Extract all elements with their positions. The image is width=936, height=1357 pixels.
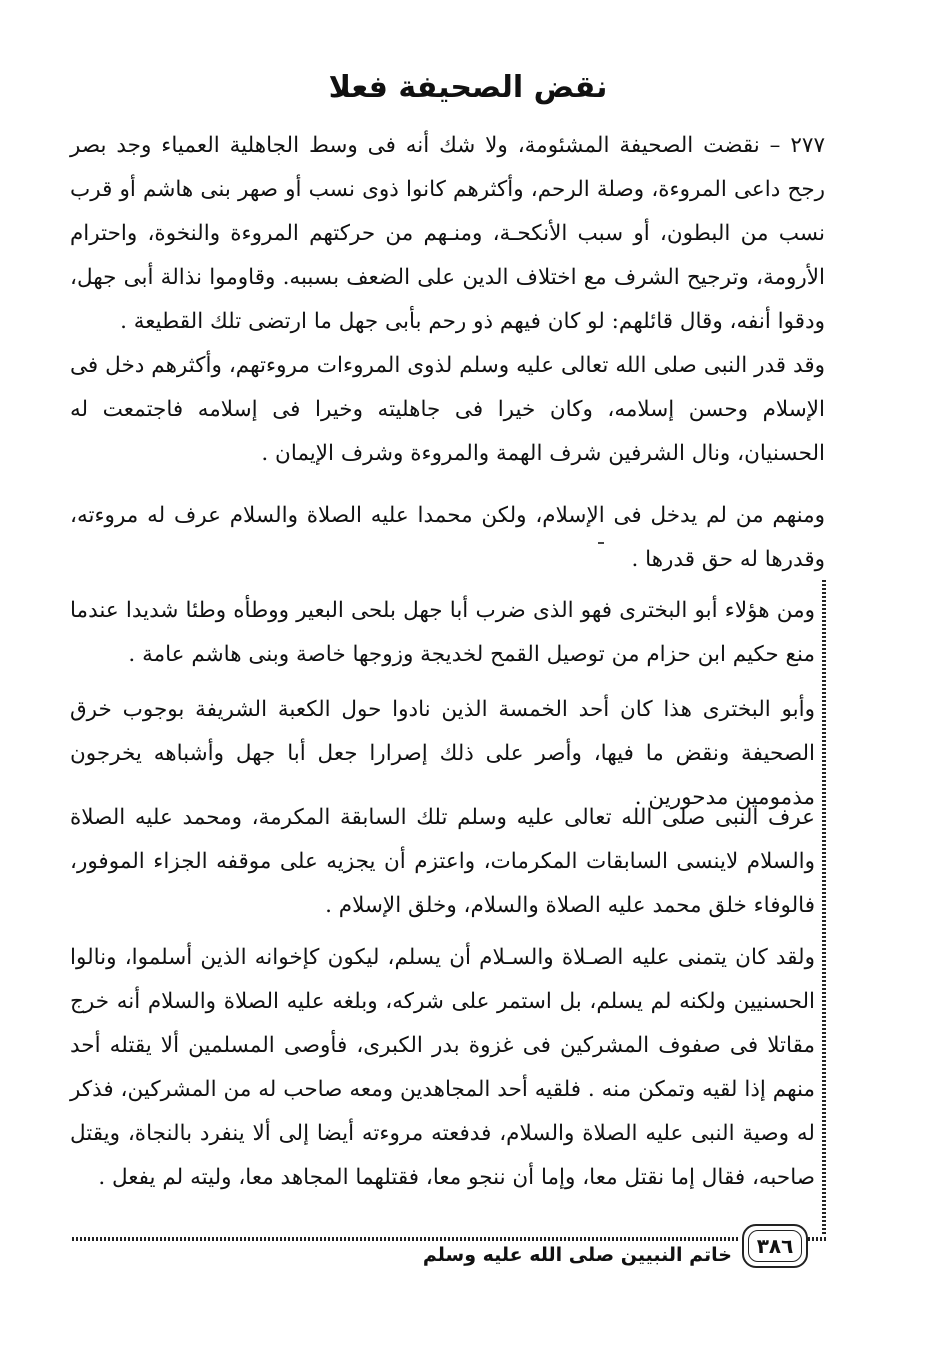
paragraph-2: وقد قدر النبى صلى الله تعالى عليه وسلم لذوى المروءات مروءتهم، وأكثرهم دخل فى الإسلام وحسن إسلامه، وكان خيرا فى جاهليته وخيرا فى إسلامه فاجتمعت له الحسنيان، ونال الشرفين شرف الهمة والمروءة وشرف الإيمان . <box>70 353 825 466</box>
section-title: نقض الصحيفة فعلا <box>328 70 608 105</box>
running-footer-title: خاتم النبيين صلى الله عليه وسلم <box>422 1244 732 1266</box>
page-number: ٣٨٦ <box>756 1234 794 1258</box>
paragraph-6: عرف النبى صلى الله تعالى عليه وسلم تلك السابقة المكرمة، ومحمد عليه الصلاة والسلام لاينسى السابقات المكرمات، واعتزم أن يجزيه على موقفه الجزاء الموفور، فالوفاء خلق محمد عليه الصلاة والسلام، وخلق الإسلام . <box>70 805 815 918</box>
paragraph-1: ٢٧٧ – نقضت الصحيفة المشئومة، ولا شك أنه فى وسط الجاهلية العمياء وجد بصر رجح داعى المروءة، وصلة الرحم، وأكثرهم كانوا ذوى نسب أو صهر بنى هاشم أو قرب نسب من البطون، أو سبب الأنكحـة، ومنـهم من حركتهم المروءة والنخوة، واحترام الأرومة، وترجيح الشرف مع اختلاف الدين على الضعف بسببه. وقاوموا نذالة أبى جهل، ودقوا أنفه، وقال قائلهم: لو كان فيهم ذو رحم بأبى جهل ما ارتضى تلك القطيعة . <box>70 133 825 334</box>
paragraph-5: وأبو البخترى هذا كان أحد الخمسة الذين نادوا حول الكعبة الشريفة بوجوب خرق الصحيفة ونقض ما فيها، وأصر على ذلك إصرارا جعل أبا جهل وأشباهه يخرجون مذمومين مدحورين . <box>70 697 815 810</box>
footer-dotted-rule-left <box>72 1237 740 1241</box>
paragraph-4: ومن هؤلاء أبو البخترى فهو الذى ضرب أبا جهل بلحى البعير ووطأه وطئا شديدا عندما منع حكيم ابن حزام من توصيل القمح لخديجة وزوجها خاصة وبنى هاشم عامة . <box>70 598 815 667</box>
margin-dotted-rule <box>822 580 826 1235</box>
scan-speck <box>598 542 604 544</box>
paragraph-3: ومنهم من لم يدخل فى الإسلام، ولكن محمدا عليه الصلاة والسلام عرف له مروءته، وقدرها له حق قدرها . <box>70 503 825 572</box>
paragraph-7: ولقد كان يتمنى عليه الصـلاة والسـلام أن يسلم، ليكون كإخوانه الذين أسلموا، ونالوا الحسنيين ولكنه لم يسلم، بل استمر على شركه، وبلغه عليه الصلاة والسلام أنه خرج مقاتلا فى صفوف المشركين فى غزوة بدر الكبرى، فأوصى المسلمين ألا يقتله أحد منهم إذا لقيه وتمكن منه . فلقيه أحد المجاهدين ومعه صاحب له من المشركين، فذكر له وصية النبى عليه الصلاة والسلام، فدفعته مروءته أيضا إلى ألا ينفرد بالنجاة، ويقتل صاحبه، فقال إما نقتل معا، وإما أن ننجو معا، فقتلهما المجاهد معا، وليته لم يفعل . <box>70 945 815 1190</box>
footer-dotted-rule-right <box>808 1237 828 1241</box>
page-number-badge <box>742 1224 808 1268</box>
